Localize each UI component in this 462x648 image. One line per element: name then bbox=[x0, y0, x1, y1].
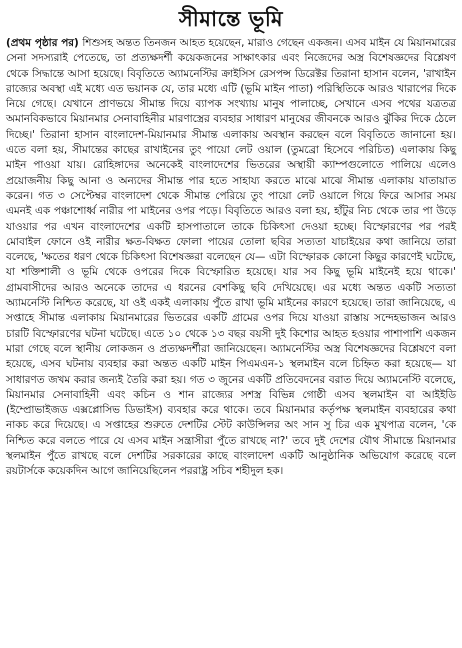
article-body bbox=[6, 36, 456, 480]
article-headline: সীমান্তে ভূমি bbox=[178, 7, 284, 31]
article-text: শিশুসহ অন্তত তিনজন আহত হয়েছেন, মারাও গেছেন একজন। এসব মাইন যে মিয়ানমারের সেনা সদস্যরাই পেতেছে, তা প্রত্যক্ষদর্শী কয়েকজনের সাক্ষাৎকার এবং নিজেদের অস্ত্র বিশেষজ্ঞদের বিশ্লেষণ থেকে সিদ্ধান্তে আসা হয়েছে। বিবৃতিতে অ্যামনেস্টির ক্রাইসিস রেসপন্স ডিরেক্টর তিরানা হাসান বলেন, 'রাখাইন রাজ্যের অবস্থা এই মধ্যে এত ভয়ানক যে, তার মধ্যে এটি (ভূমি মাইন পাতা) পরিস্থিতিকে আরও খারাপের দিকে নিয়ে গেছে। যেখানে প্রাণভয়ে সীমান্ত দিয়ে ব্যাপক সংখ্যায় মানুষ পালাচ্ছে, সেখানে এসব পথের যত্রতত্র অমানবিকভাবে মিয়ানমার সেনাবাহিনীর মারণাস্ত্রের ব্যবহার সাধারণ মানুষের জীবনকে আরও ঝুঁকির দিকে ঠেলে দিচ্ছে।' তিরানা হাসান বাংলাদেশ-মিয়ানমার সীমান্ত এলাকায় অবস্থান করছেন বলে বিবৃতিতে জানানো হয়। এতে বলা হয়, সীমান্তের কাছের রাখাইনের তুং পায়ো লেট ওয়াল (তুমব্রো হিসেবে পরিচিত) এলাকায় কিছু মাইন পাওয়া যায়। রোহিঙ্গাদের অনেকেই বাংলাদেশের ভিতরের অস্থায়ী ক্যাম্পগুলোতে পালিয়ে এলেও প্রয়োজনীয় কিছু আনা ও অন্যদের সীমান্ত পার হতে সাহায্য করতে মাঝে মাঝে সীমান্ত এলাকায় যাতায়াত করেন। গত ৩ সেপ্টেম্বর বাংলাদেশ থেকে সীমান্ত পেরিয়ে তুং পায়ো লেট ওয়ালে গিয়ে ফিরে আসার সময় এমনই এক পঞ্চাশোর্ধ্ব নারীর পা মাইনের ওপর পড়ে। বিবৃতিতে আরও বলা হয়, হাঁটুর নিচ থেকে তার পা উড়ে যাওয়ার পর এখন বাংলাদেশের একটি হাসপাতালে তাকে চিকিৎসা দেওয়া হচ্ছে। বিস্ফোরণের পর পরই মোবাইল ফোনে ওই নারীর ক্ষত-বিক্ষত ফোলা পায়ের তোলা ছবির সত্যতা যাচাইয়ের কথা জানিয়ে তারা বলেছে, 'ক্ষতের ধরণ থেকে চিকিৎসা বিশেষজ্ঞরা বলেছেন যে— এটা বিস্ফোরক কোনো কিছুর কারণেই ঘটেছে, যা শক্তিশালী ও ভূমি থেকে ওপরের দিকে বিস্ফোরিত হয়েছে। যার সব কিছু ভূমি মাইনেই হয়ে থাকে।' গ্রামবাসীদের আরও অনেকে তাদের এ ধরনের বেশকিছু ছবি দেখিয়েছে। এর মধ্যে অন্তত একটি সত্যতা অ্যামনেস্টি নিশ্চিত করেছে, যা ওই একই এলাকায় পুঁতে রাখা ভূমি মাইনের কারণে হয়েছে। তারা জানিয়েছে, এ সপ্তাহে সীমান্ত এলাকায় মিয়ানমারের ভিতরের একটি গ্রামের ওপর দিয়ে যাওয়া রাস্তায় সন্দেহভাজন আরও চারটি বিস্ফোরণের ঘটনা ঘটেছে। এতে ১০ থেকে ১৩ বছর বয়সী দুই কিশোর আহত হওয়ার পাশাপাশি একজন মারা গেছে বলে স্থানীয় লোকজন ও প্রত্যক্ষদর্শীরা জানিয়েছেন। অ্যামনেস্টির অস্ত্র বিশেষজ্ঞদের বিশ্লেষণে বলা হয়েছে, এসব ঘটনায় ব্যবহার করা অন্তত একটি মাইন পিএমএন-১ স্থলমাইন বলে চিহ্নিত করা হয়েছে— যা সাধারণত জখম করার জন্যই তৈরি করা হয়। গত ৩ জুনের একটি প্রতিবেদনের বরাত দিয়ে অ্যামনেস্টি বলেছে, মিয়ানমার সেনাবাহিনী এবং কচিন ও শান রাজ্যের সশস্ত্র বিভিন্ন গোষ্ঠী এসব স্থলমাইন বা আইইডি (ইম্প্রোভাইজড এক্সপ্লোসিভ ডিভাইস) ব্যবহার করে থাকে। তবে মিয়ানমার কর্তৃপক্ষ স্থলমাইন ব্যবহারের কথা নাকচ করে দিয়েছে। এ সপ্তাহের শুরুতে দেশটির স্টেট কাউন্সিলর অং সান সু চির এক মুখপাত্র বলেন, 'কে নিশ্চিত করে বলতে পারে যে এসব মাইন সন্ত্রাসীরা পুঁতে রাখছে না?' তবে দুই দেশের যৌথ সীমান্তে মিয়ানমার স্থলমাইন পুঁতে রাখছে বলে দেশটির সরকারের কাছে বাংলাদেশ একটি আনুষ্ঠানিক অভিযোগ করেছে বলে রয়টার্সকে কয়েকদিন আগে জানিয়েছিলেন পররাষ্ট্র সচিব শহীদুল হক। bbox=[6, 37, 457, 478]
article-paragraph bbox=[6, 36, 456, 480]
continued-from-front-page-label: (প্রথম পৃষ্ঠার পর) bbox=[6, 37, 79, 49]
